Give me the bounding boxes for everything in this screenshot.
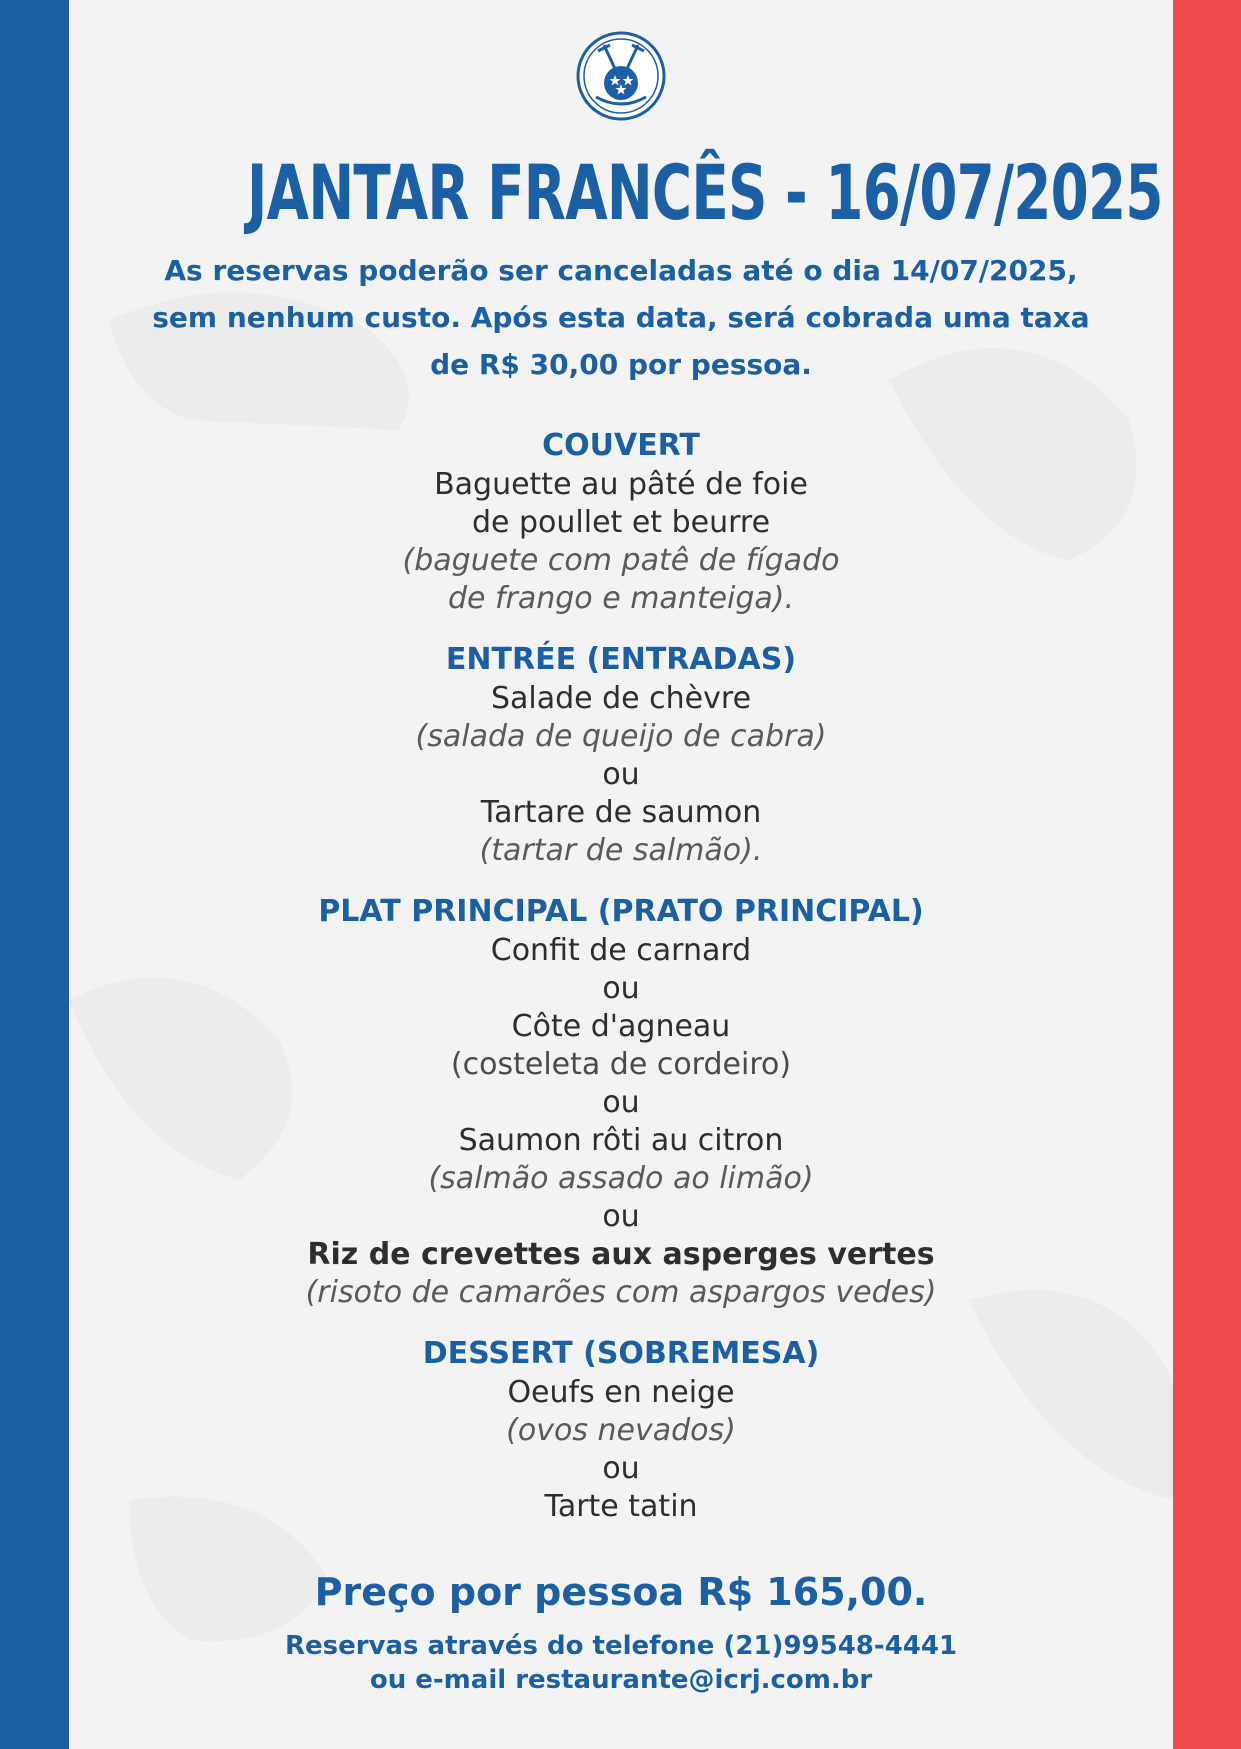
dish-name: Saumon rôti au citron bbox=[458, 1123, 784, 1158]
page-title: JANTAR FRANCÊS - 16/07/2025 bbox=[247, 148, 1163, 237]
section-entree bbox=[69, 640, 1173, 870]
dish-translation: (baguete com patê de fígado bbox=[402, 543, 840, 578]
dish-name: Oeufs en neige bbox=[507, 1375, 735, 1410]
or-separator: ou bbox=[602, 1085, 640, 1120]
menu-poster bbox=[69, 0, 1173, 1749]
dish-translation: (salmão assado ao limão) bbox=[428, 1161, 814, 1196]
dish-name: Tarte tatin bbox=[544, 1489, 698, 1524]
notice-line: sem nenhum custo. Após esta data, será cobrada uma taxa bbox=[152, 301, 1090, 334]
dish-name: de poullet et beurre bbox=[471, 505, 771, 540]
or-separator: ou bbox=[602, 971, 640, 1006]
section-heading: ENTRÉE (ENTRADAS) bbox=[445, 642, 797, 677]
section-heading: COUVERT bbox=[542, 428, 700, 463]
contact-email: ou e-mail restaurante@icrj.com.br bbox=[369, 1665, 873, 1695]
notice-line: de R$ 30,00 por pessoa. bbox=[430, 348, 812, 381]
section-heading: PLAT PRINCIPAL (PRATO PRINCIPAL) bbox=[318, 894, 924, 929]
cancellation-notice bbox=[89, 247, 1153, 388]
flag-stripe-red bbox=[1173, 0, 1241, 1749]
flag-stripe-blue bbox=[0, 0, 69, 1749]
or-separator: ou bbox=[602, 1199, 640, 1234]
dish-translation: (risoto de camarões com aspargos vedes) bbox=[305, 1275, 937, 1310]
dish-name: Baguette au pâté de foie bbox=[434, 467, 808, 502]
menu-list bbox=[69, 426, 1173, 1548]
reservation-contact bbox=[69, 1629, 1173, 1697]
anchor-stars-emblem-icon bbox=[576, 31, 666, 121]
or-separator: ou bbox=[602, 1451, 640, 1486]
section-dessert bbox=[69, 1334, 1173, 1526]
dish-translation: (salada de queijo de cabra) bbox=[415, 719, 827, 754]
contact-phone: Reservas através do telefone (21)99548-4441 bbox=[284, 1631, 958, 1661]
dish-name: Confit de carnard bbox=[490, 933, 752, 968]
section-couvert bbox=[69, 426, 1173, 618]
or-separator: ou bbox=[602, 757, 640, 792]
notice-line: As reservas poderão ser canceladas até o dia 14/07/2025, bbox=[164, 254, 1078, 287]
dish-name: Salade de chèvre bbox=[490, 681, 752, 716]
dish-name: Riz de crevettes aux asperges vertes bbox=[307, 1237, 935, 1272]
dish-translation: de frango e manteiga). bbox=[447, 581, 795, 616]
price-per-person: Preço por pessoa R$ 165,00. bbox=[314, 1570, 928, 1614]
dish-translation: (tartar de salmão). bbox=[479, 833, 763, 868]
dish-name: Tartare de saumon bbox=[480, 795, 762, 830]
dish-translation: (ovos nevados) bbox=[506, 1413, 736, 1448]
section-plat-principal bbox=[69, 892, 1173, 1312]
dish-translation: (costeleta de cordeiro) bbox=[450, 1047, 792, 1082]
section-heading: DESSERT (SOBREMESA) bbox=[422, 1336, 820, 1371]
dish-name: Côte d'agneau bbox=[511, 1009, 731, 1044]
